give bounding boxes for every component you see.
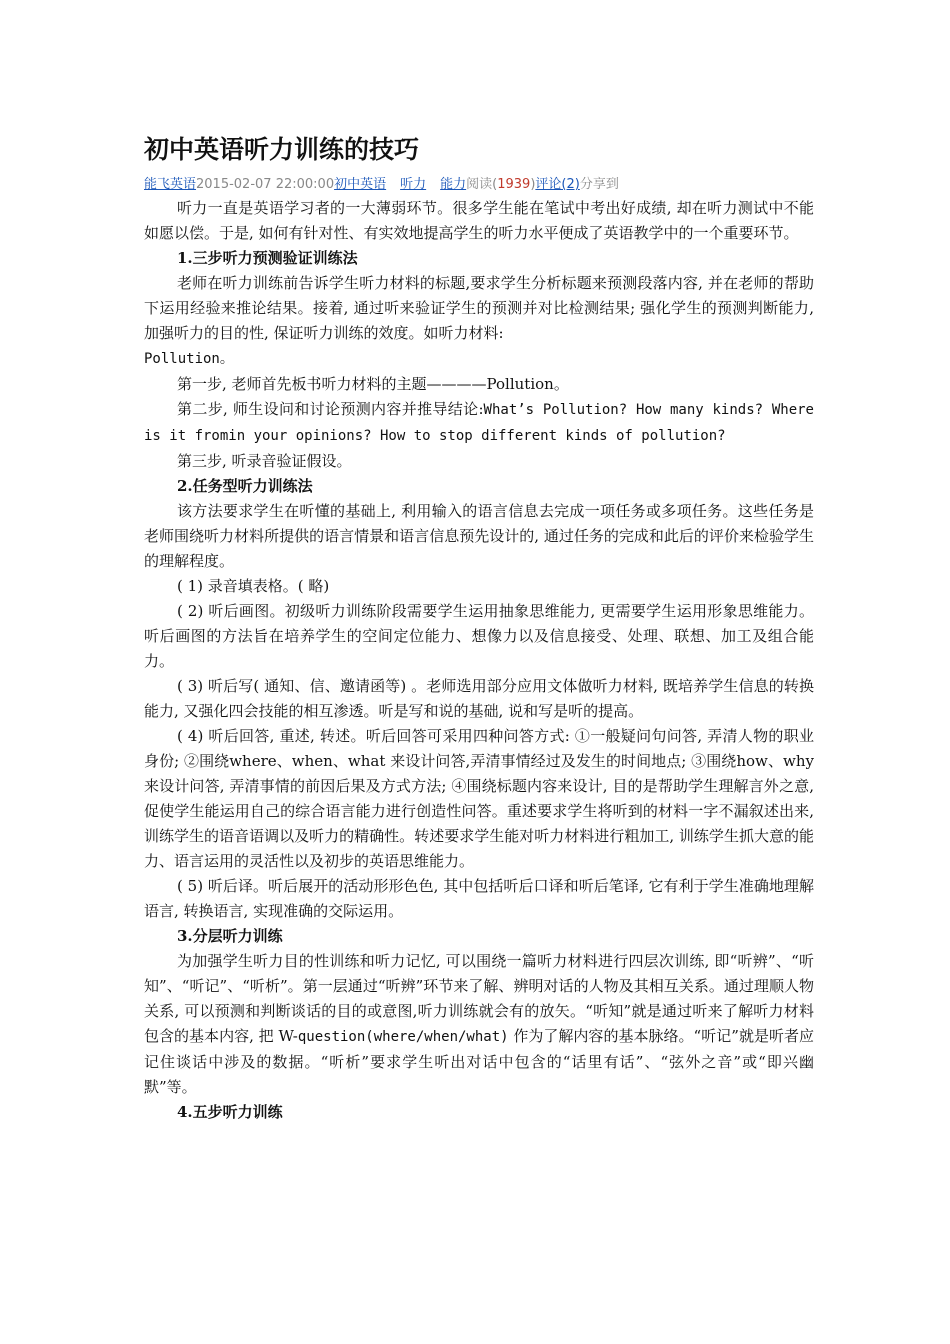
list-item: ( 5) 听后译。听后展开的活动形形色色, 其中包括听后口译和听后笔译, 它有利于学生准确地理解语言, 转换语言, 实现准确的交际运用。: [144, 877, 814, 920]
tag-link[interactable]: 初中英语: [334, 177, 387, 192]
article: [144, 126, 814, 1125]
article-title: 初中英语听力训练的技巧: [144, 135, 420, 164]
intro-paragraph: 听力一直是英语学习者的一大薄弱环节。很多学生能在笔试中考出好成绩, 却在听力测试中不能如愿以偿。于是, 如何有针对性、有实效地提高学生的听力水平便成了英语教学中的一个重要环节。: [144, 199, 814, 242]
paragraph: 该方法要求学生在听懂的基础上, 利用输入的语言信息去完成一项任务或多项任务。这些任务是老师围绕听力材料所提供的语言情景和语言信息预先设计的, 通过任务的完成和此后的评价来检验学生的理解程度。: [144, 502, 814, 570]
list-item: ( 2) 听后画图。初级听力训练阶段需要学生运用抽象思维能力, 更需要学生运用形象思维能力。听后画图的方法旨在培养学生的空间定位能力、想像力以及信息接受、处理、联想、加工及组合能力。: [144, 602, 814, 670]
read-label: 阅读(: [466, 177, 498, 192]
list-item: ( 1) 录音填表格。( 略): [177, 577, 330, 595]
list-item: ( 3) 听后写( 通知、信、邀请函等) 。老师选用部分应用文体做听力材料, 既培养学生信息的转换能力, 又强化四会技能的相互渗透。听是写和说的基础, 说和写是听的提高。: [144, 677, 814, 720]
paragraph-text: 第三步, 听录音验证假设。: [177, 452, 352, 470]
tag-link[interactable]: 能力: [440, 177, 467, 192]
section-heading: 2.任务型听力训练法: [177, 477, 313, 495]
section-heading: 1.三步听力预测验证训练法: [177, 249, 358, 267]
paragraph-text: 老师在听力训练前告诉学生听力材料的标题,要求学生分析标题来预测段落内容, 并在老师的帮助下运用经验来推论结果。接着, 通过听来验证学生的预测并对比检测结果; 强化学生的预测判断能力, 加强听力的目的性, 保证听力训练的效度。如听力材料:: [144, 274, 814, 342]
paragraph-text: Pollution。: [144, 351, 234, 367]
comment-link[interactable]: 评论(2): [535, 177, 580, 192]
paragraph: [144, 372, 814, 397]
paragraph: [144, 346, 814, 372]
paragraph-text-english: What’s Pollution? How many kinds? Where is it fromin your opinions? How to stop different kinds of pollution?: [144, 402, 814, 444]
share-label[interactable]: 分享到: [579, 177, 619, 192]
section-heading: 4.五步听力训练: [177, 1103, 283, 1121]
list-item: ( 4) 听后回答, 重述, 转述。听后回答可采用四种问答方式: ①一般疑问句问答, 弄清人物的职业身份; ②围绕where、when、what 来设计问答,弄清事情经过及发生的时间地点; ③围绕how、why来设计问答, 弄清事情的前因后果及方式方法; ④围绕标题内容来设计, 目的是帮助学生理解言外之意, 促使学生能运用自己的综合语言能力进行创造性问答。重述要求学生将听到的材料一字不漏叙述出来, 训练学生的语音语调以及听力的精确性。转述要求学生能对听力材料进行粗加工, 训练学生抓大意的能力、语言运用的灵活性以及初步的英语思维能力。: [144, 727, 814, 870]
article-meta: [144, 174, 814, 196]
paragraph: [144, 271, 814, 346]
section-heading: 3.分层听力训练: [177, 927, 283, 945]
publish-datetime: 2015-02-07 22:00:00: [196, 177, 335, 192]
read-count: 1939: [497, 177, 531, 192]
paragraph-text: 第二步, 师生设问和讨论预测内容并推导结论:: [177, 400, 484, 418]
paragraph: [144, 449, 814, 474]
article-body: [144, 196, 814, 1125]
tag-link[interactable]: 听力: [400, 177, 427, 192]
author-link[interactable]: 能飞英语: [144, 177, 197, 192]
paragraph-text: 第一步, 老师首先板书听力材料的主题————Pollution。: [177, 375, 569, 393]
paragraph-text: 为加强学生听力目的性训练和听力记忆, 可以围绕一篇听力材料进行四层次训练, 即“听辨”、“听知”、“听记”、“听析”。第一层通过“听辨”环节来了解、辨明对话的人物及其相互关系。通过理顺人物关系, 可以预测和判断谈话的目的或意图,听力训练就会有的放矢。“听知”就是通过听来了解听力材料包含的基本内容, 把 W-: [144, 952, 814, 1045]
read-close: ): [530, 177, 536, 192]
paragraph-text-english: question(where/when/what): [297, 1029, 509, 1045]
paragraph: [144, 949, 814, 1100]
paragraph-text: 作为了解内容的基本脉络。“听记”就是听者应记住谈话中涉及的数据。“听析”要求学生听出对话中包含的“话里有话”、“弦外之音”或“即兴幽默”等。: [144, 1027, 815, 1096]
paragraph: [144, 397, 814, 449]
